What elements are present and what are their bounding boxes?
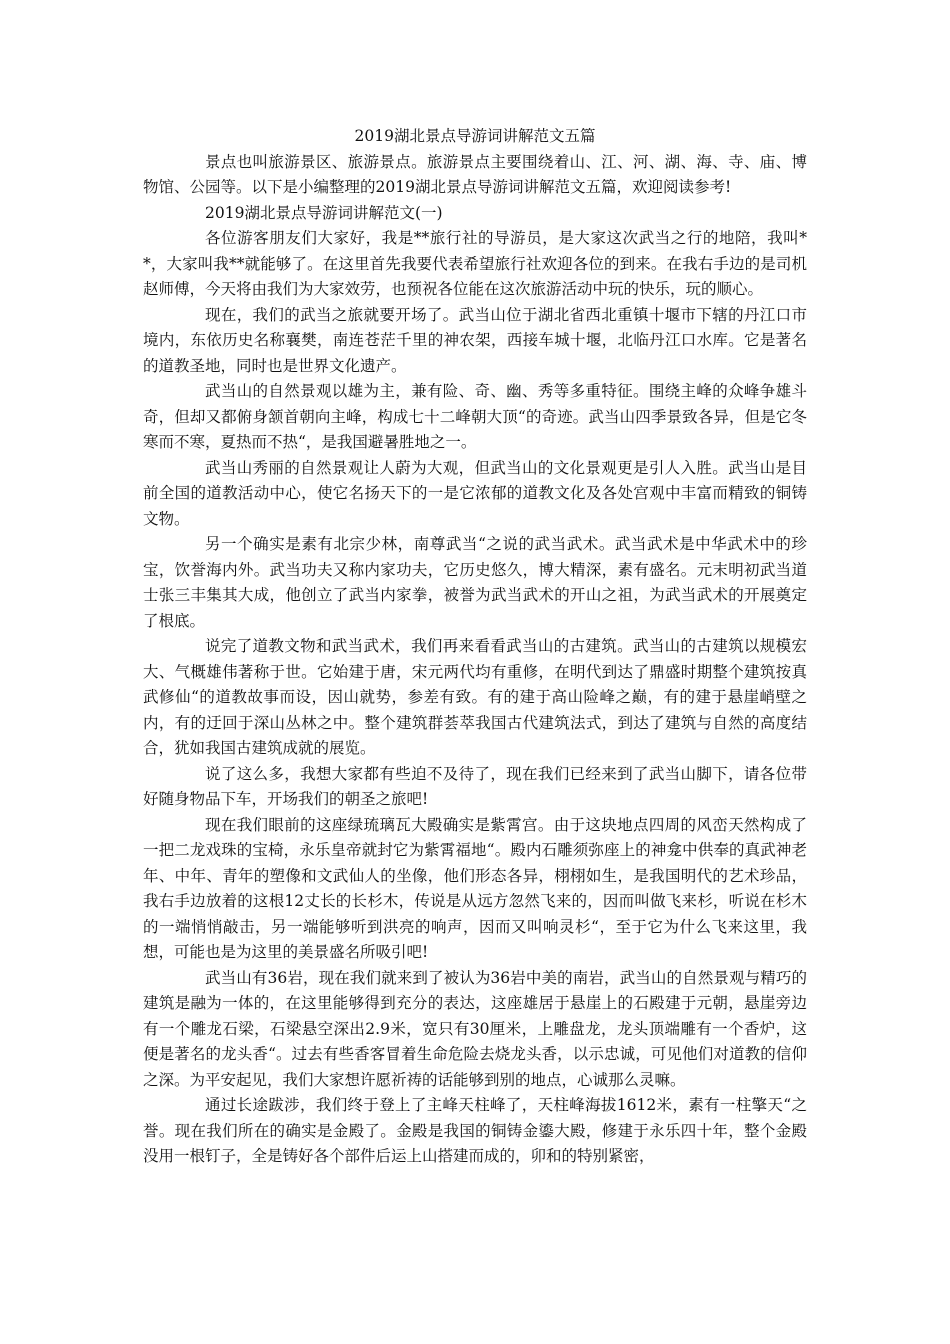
body-paragraph: 武当山的自然景观以雄为主，兼有险、奇、幽、秀等多重特征。围绕主峰的众峰争雄斗奇，但却又都俯身颔首朝向主峰，构成七十二峰朝大顶“的奇迹。武当山四季景致各异，但是它冬寒而不寒，夏热而不热“，是我国避暑胜地之一。 bbox=[143, 382, 807, 451]
section-heading: 2019湖北景点导游词讲解范文(一) bbox=[205, 203, 443, 222]
body-paragraph: 说了这么多，我想大家都有些迫不及待了，现在我们已经来到了武当山脚下，请各位带好随身物品下车，开场我们的朝圣之旅吧! bbox=[143, 764, 807, 808]
body-paragraph: 说完了道教文物和武当武术，我们再来看看武当山的古建筑。武当山的古建筑以规模宏大、气概雄伟著称于世。它始建于唐，宋元两代均有重修，在明代到达了鼎盛时期整个建筑按真武修仙“的道教故事而设，因山就势，参差有致。有的建于高山险峰之巅，有的建于悬崖峭壁之内，有的迂回于深山丛林之中。整个建筑群荟萃我国古代建筑法式，到达了建筑与自然的高度结合，犹如我国古建筑成就的展览。 bbox=[143, 637, 807, 757]
body-paragraph: 另一个确实是素有北宗少林，南尊武当“之说的武当武术。武当武术是中华武术中的珍宝，饮誉海内外。武当功夫又称内家功夫，它历史悠久，博大精深，素有盛名。元末明初武当道士张三丰集其大成，他创立了武当内家拳，被誉为武当武术的开山之祖，为武当武术的开展奠定了根底。 bbox=[143, 535, 807, 630]
body-paragraph: 现在我们眼前的这座绿琉璃瓦大殿确实是紫霄宫。由于这块地点四周的风峦天然构成了一把二龙戏珠的宝椅，永乐皇帝就封它为紫霄福地“。殿内石雕须弥座上的神龛中供奉的真武神老年、中年、青年的塑像和文武仙人的坐像，他们形态各异，栩栩如生，是我国明代的艺术珍品，我右手边放着的这根12丈长的长杉木，传说是从远方忽然飞来的，因而叫做飞来杉，听说在杉木的一端悄悄敲击，另一端能够听到洪亮的响声，因而又叫响灵杉“，至于它为什么飞来这里，我想，可能也是为这里的美景盛名所吸引吧! bbox=[143, 815, 807, 961]
document-title: 2019湖北景点导游词讲解范文五篇 bbox=[354, 127, 596, 145]
body-paragraph: 通过长途跋涉，我们终于登上了主峰天柱峰了，天柱峰海拔1612米，素有一柱擎天“之誉。现在我们所在的确实是金殿了。金殿是我国的铜铸金鎏大殿，修建于永乐四十年，整个金殿没用一根钉子，全是铸好各个部件后运上山搭建而成的，卯和的特别紧密， bbox=[143, 1096, 807, 1165]
body-paragraph: 武当山秀丽的自然景观让人蔚为大观，但武当山的文化景观更是引人入胜。武当山是目前全国的道教活动中心，使它名扬天下的一是它浓郁的道教文化及各处宫观中丰富而精致的铜铸文物。 bbox=[143, 458, 807, 528]
document-body bbox=[143, 124, 807, 1170]
body-paragraph: 现在，我们的武当之旅就要开场了。武当山位于湖北省西北重镇十堰市下辖的丹江口市境内，东依历史名称襄樊，南连苍茫千里的神农架，西接车城十堰，北临丹江口水库。它是著名的道教圣地，同时也是世界文化遗产。 bbox=[143, 305, 807, 375]
body-paragraph: 各位游客朋友们大家好，我是**旅行社的导游员，是大家这次武当之行的地陪，我叫**，大家叫我**就能够了。在这里首先我要代表希望旅行社欢迎各位的到来。在我右手边的是司机赵师傅，今天将由我们为大家效劳，也预祝各位能在这次旅游活动中玩的快乐，玩的顺心。 bbox=[143, 229, 807, 298]
intro-paragraph: 景点也叫旅游景区、旅游景点。旅游景点主要围绕着山、江、河、湖、海、寺、庙、博物馆、公园等。以下是小编整理的2019湖北景点导游词讲解范文五篇，欢迎阅读参考! bbox=[143, 152, 807, 196]
body-paragraph: 武当山有36岩，现在我们就来到了被认为36岩中美的南岩，武当山的自然景观与精巧的建筑是融为一体的，在这里能够得到充分的表达，这座雄居于悬崖上的石殿建于元朝，悬崖旁边有一个雕龙石梁，石梁悬空深出2.9米，宽只有30厘米，上雕盘龙，龙头顶端雕有一个香炉，这便是著名的龙头香“。过去有些香客冒着生命危险去烧龙头香，以示忠诚，可见他们对道教的信仰之深。为平安起见，我们大家想许愿祈祷的话能够到别的地点，心诚那么灵嘛。 bbox=[143, 968, 807, 1089]
